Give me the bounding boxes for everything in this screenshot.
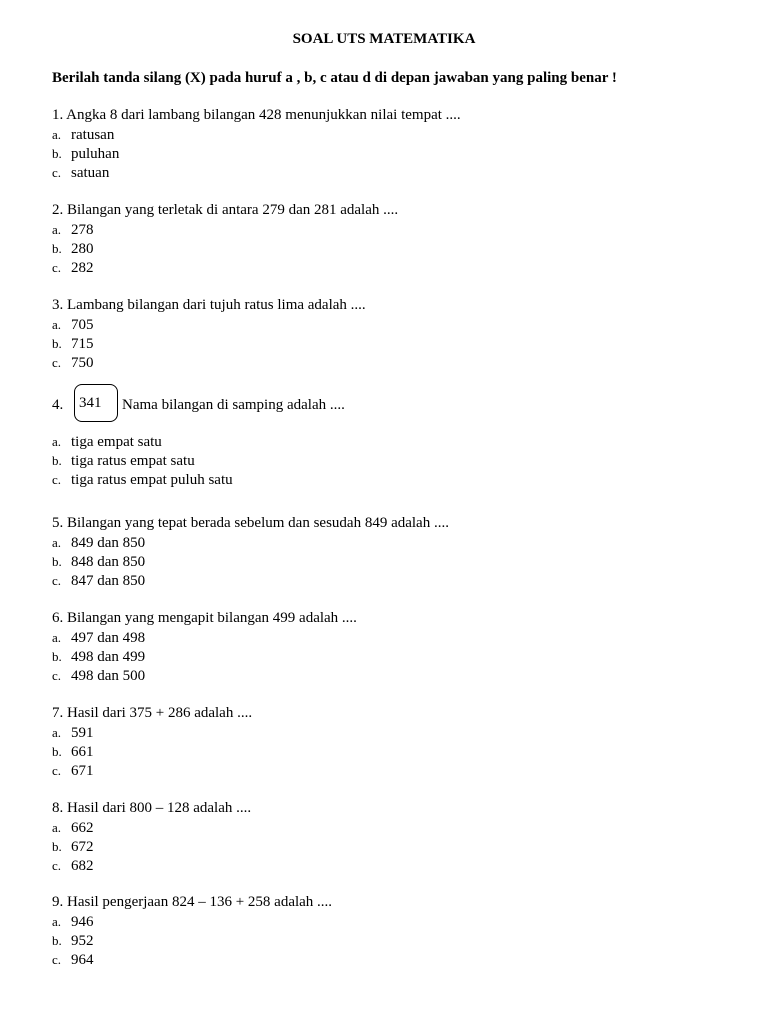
option-letter: c. bbox=[52, 260, 62, 275]
option-a bbox=[52, 912, 742, 931]
option-letter: a. bbox=[52, 630, 62, 645]
option-text: 964 bbox=[71, 952, 94, 968]
option-text: 498 dan 500 bbox=[71, 668, 146, 684]
option-text: tiga ratus empat satu bbox=[71, 453, 195, 469]
option-c bbox=[52, 353, 742, 372]
option-letter: a. bbox=[52, 914, 62, 929]
option-b bbox=[52, 837, 742, 856]
option-b bbox=[52, 451, 742, 470]
option-text: 952 bbox=[71, 933, 94, 949]
question-8 bbox=[52, 799, 742, 875]
option-b bbox=[52, 552, 742, 571]
question-1 bbox=[52, 106, 742, 182]
option-a bbox=[52, 818, 742, 837]
question-text: 2. Bilangan yang terletak di antara 279 dan 281 adalah .... bbox=[52, 202, 399, 218]
option-letter: a. bbox=[52, 820, 62, 835]
question-text-row bbox=[52, 384, 742, 424]
option-text: 498 dan 499 bbox=[71, 649, 146, 665]
option-text: 280 bbox=[71, 241, 94, 257]
option-letter: b. bbox=[52, 146, 62, 161]
option-letter: b. bbox=[52, 453, 62, 468]
option-b bbox=[52, 239, 742, 258]
option-letter: c. bbox=[52, 355, 62, 370]
option-b bbox=[52, 334, 742, 353]
option-text: tiga ratus empat puluh satu bbox=[71, 472, 233, 488]
option-letter: c. bbox=[52, 668, 62, 683]
question-text: 6. Bilangan yang mengapit bilangan 499 adalah .... bbox=[52, 610, 357, 626]
option-b bbox=[52, 647, 742, 666]
option-text: 661 bbox=[71, 744, 94, 760]
boxed-number: 341 bbox=[74, 384, 118, 422]
option-text: puluhan bbox=[71, 146, 120, 162]
option-letter: a. bbox=[52, 434, 62, 449]
option-letter: b. bbox=[52, 241, 62, 256]
option-letter: b. bbox=[52, 554, 62, 569]
option-b bbox=[52, 931, 742, 950]
option-a bbox=[52, 628, 742, 647]
option-c bbox=[52, 761, 742, 780]
question-7 bbox=[52, 704, 742, 780]
option-a bbox=[52, 533, 742, 552]
option-text: satuan bbox=[71, 165, 110, 181]
question-text: 7. Hasil dari 375 + 286 adalah .... bbox=[52, 705, 253, 721]
option-text: 591 bbox=[71, 725, 94, 741]
option-letter: a. bbox=[52, 535, 62, 550]
option-text: 705 bbox=[71, 317, 94, 333]
option-text: tiga empat satu bbox=[71, 434, 162, 450]
option-c bbox=[52, 950, 742, 969]
option-c bbox=[52, 258, 742, 277]
question-5 bbox=[52, 514, 742, 590]
option-text: 278 bbox=[71, 222, 94, 238]
option-a bbox=[52, 220, 742, 239]
option-b bbox=[52, 144, 742, 163]
option-letter: a. bbox=[52, 127, 62, 142]
option-text: 671 bbox=[71, 763, 94, 779]
option-text: 682 bbox=[71, 858, 94, 874]
option-letter: a. bbox=[52, 725, 62, 740]
option-letter: c. bbox=[52, 763, 62, 778]
question-9 bbox=[52, 893, 742, 969]
option-letter: b. bbox=[52, 839, 62, 854]
option-c bbox=[52, 666, 742, 685]
option-text: 750 bbox=[71, 355, 94, 371]
option-c bbox=[52, 571, 742, 590]
option-a bbox=[52, 315, 742, 334]
option-a bbox=[52, 432, 742, 451]
option-letter: a. bbox=[52, 222, 62, 237]
option-a bbox=[52, 125, 742, 144]
option-text: 715 bbox=[71, 336, 94, 352]
question-4 bbox=[52, 384, 742, 489]
page-title: SOAL UTS MATEMATIKA bbox=[292, 31, 476, 47]
option-text: ratusan bbox=[71, 127, 115, 143]
question-6 bbox=[52, 609, 742, 685]
option-b bbox=[52, 742, 742, 761]
option-c bbox=[52, 856, 742, 875]
option-text: 946 bbox=[71, 914, 94, 930]
question-2 bbox=[52, 201, 742, 277]
option-a bbox=[52, 723, 742, 742]
option-text: 847 dan 850 bbox=[71, 573, 146, 589]
option-text: 662 bbox=[71, 820, 94, 836]
option-text: 497 dan 498 bbox=[71, 630, 146, 646]
option-letter: c. bbox=[52, 165, 62, 180]
option-text: 848 dan 850 bbox=[71, 554, 146, 570]
option-letter: b. bbox=[52, 336, 62, 351]
instruction-text: Berilah tanda silang (X) pada huruf a , b, c atau d di depan jawaban yang paling benar ! bbox=[52, 70, 617, 86]
option-letter: c. bbox=[52, 952, 62, 967]
question-text: 9. Hasil pengerjaan 824 – 136 + 258 adalah .... bbox=[52, 894, 333, 910]
option-c bbox=[52, 163, 742, 182]
question-text: 8. Hasil dari 800 – 128 adalah .... bbox=[52, 800, 252, 816]
question-3 bbox=[52, 296, 742, 372]
question-text: 1. Angka 8 dari lambang bilangan 428 menunjukkan nilai tempat .... bbox=[52, 107, 461, 123]
option-c bbox=[52, 470, 742, 489]
option-text: 849 dan 850 bbox=[71, 535, 146, 551]
question-text: 5. Bilangan yang tepat berada sebelum dan sesudah 849 adalah .... bbox=[52, 515, 449, 531]
option-letter: c. bbox=[52, 472, 62, 487]
option-letter: b. bbox=[52, 933, 62, 948]
option-text: 672 bbox=[71, 839, 94, 855]
option-letter: b. bbox=[52, 649, 62, 664]
option-letter: c. bbox=[52, 573, 62, 588]
option-text: 282 bbox=[71, 260, 94, 276]
option-letter: b. bbox=[52, 744, 62, 759]
option-letter: c. bbox=[52, 858, 62, 873]
question-number: 4. bbox=[52, 397, 64, 413]
option-letter: a. bbox=[52, 317, 62, 332]
question-text: Nama bilangan di samping adalah .... bbox=[122, 397, 345, 413]
question-text: 3. Lambang bilangan dari tujuh ratus lima adalah .... bbox=[52, 297, 366, 313]
